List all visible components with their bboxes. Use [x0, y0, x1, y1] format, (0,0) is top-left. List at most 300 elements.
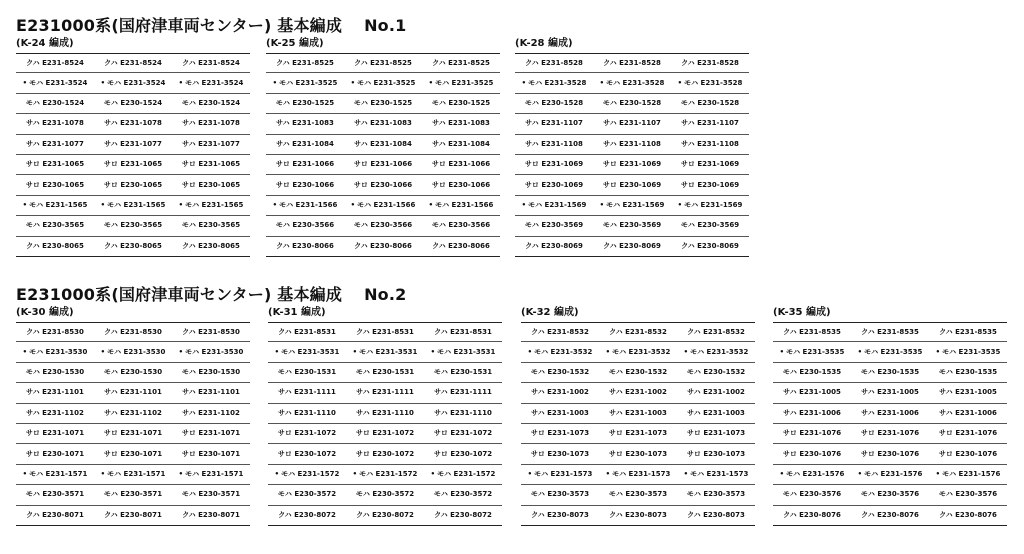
- car-number-text: サハ E231-1005: [861, 388, 919, 397]
- car-row: [268, 506, 502, 526]
- car-number: [599, 388, 677, 397]
- car-number: [599, 429, 677, 438]
- car-number: [172, 409, 250, 418]
- car-number-text: クハ E231-8525: [432, 58, 490, 67]
- car-number: [593, 79, 671, 88]
- car-number: [593, 221, 671, 230]
- car-number: [266, 181, 344, 190]
- car-number: [16, 429, 94, 438]
- car-number-text: サハ E231-1083: [354, 119, 412, 128]
- car-number-text: サロ E230-1073: [686, 449, 746, 458]
- car-number: [515, 160, 593, 169]
- car-number: [599, 511, 677, 520]
- car-number: [266, 221, 344, 230]
- powered-car-dot: •: [599, 78, 605, 87]
- car-number-text: サハ E231-1006: [939, 408, 997, 417]
- car-number: [268, 328, 346, 337]
- powered-car-dot: •: [100, 469, 106, 478]
- car-number-text: モハ E230-1532: [608, 367, 668, 376]
- car-number: [593, 99, 671, 108]
- car-row: [515, 216, 749, 236]
- car-row: [515, 196, 749, 216]
- car-number: [773, 450, 851, 459]
- car-number-text: モハ E231-3525: [357, 78, 416, 87]
- car-number-text: サロ E230-1076: [860, 449, 920, 458]
- car-row: [521, 485, 755, 505]
- car-number: [422, 99, 500, 108]
- car-number-text: モハ E231-1572: [437, 469, 496, 478]
- car-number-text: モハ E231-1566: [279, 200, 338, 209]
- car-number: [268, 490, 346, 499]
- powered-car-dot: •: [22, 200, 28, 209]
- car-number-text: モハ E231-3524: [29, 78, 88, 87]
- car-row: [521, 363, 755, 383]
- car-row: [773, 506, 1007, 526]
- powered-car-dot: •: [605, 347, 611, 356]
- car-row: [16, 53, 250, 73]
- car-number: [929, 348, 1007, 357]
- car-number-text: クハ E230-8069: [603, 241, 661, 250]
- car-number-text: クハ E230-8069: [681, 241, 739, 250]
- car-row: [266, 94, 500, 114]
- car-number: [677, 429, 755, 438]
- car-number: [16, 160, 94, 169]
- car-number-text: モハ E231-1573: [690, 469, 749, 478]
- car-number-text: クハ E230-8066: [432, 241, 490, 250]
- car-number: [94, 140, 172, 149]
- car-number: [172, 160, 250, 169]
- car-number-text: モハ E230-3576: [860, 490, 920, 499]
- powered-car-dot: •: [779, 469, 785, 478]
- car-number: [424, 490, 502, 499]
- car-number: [346, 328, 424, 337]
- car-table: [521, 322, 755, 526]
- car-row: [515, 53, 749, 73]
- car-number: [16, 348, 94, 357]
- car-table: [515, 53, 749, 257]
- formation-block: [16, 307, 250, 532]
- car-number: [346, 348, 424, 357]
- formation-label: (K-28 編成): [515, 38, 573, 49]
- car-number: [172, 59, 250, 68]
- section-no2: [0, 285, 1024, 535]
- car-number-text: クハ E230-8072: [278, 510, 336, 519]
- car-row: [268, 424, 502, 444]
- car-table: [16, 322, 250, 526]
- car-number-text: モハ E230-1524: [25, 98, 85, 107]
- powered-car-dot: •: [178, 78, 184, 87]
- car-number: [851, 328, 929, 337]
- car-number-text: モハ E231-3530: [185, 347, 244, 356]
- car-number: [424, 470, 502, 479]
- car-number-text: クハ E231-8528: [525, 58, 583, 67]
- car-number-text: クハ E231-8528: [603, 58, 661, 67]
- car-number-text: モハ E231-3532: [690, 347, 749, 356]
- car-number-text: モハ E230-3576: [782, 490, 842, 499]
- car-number-text: モハ E231-3531: [359, 347, 418, 356]
- car-row: [266, 114, 500, 134]
- car-number-text: クハ E230-8065: [26, 241, 84, 250]
- car-number: [94, 450, 172, 459]
- car-number-text: モハ E230-1531: [277, 367, 337, 376]
- car-row: [521, 465, 755, 485]
- car-number-text: サハ E231-1110: [356, 408, 414, 417]
- car-number: [346, 429, 424, 438]
- car-number-text: モハ E230-1528: [680, 98, 740, 107]
- car-number: [94, 79, 172, 88]
- car-number-text: サハ E231-1083: [276, 119, 334, 128]
- car-number-text: モハ E231-1571: [107, 469, 166, 478]
- car-number-text: クハ E230-8076: [861, 510, 919, 519]
- car-number-text: モハ E230-3572: [433, 490, 493, 499]
- car-number: [346, 490, 424, 499]
- car-row: [773, 342, 1007, 362]
- car-number: [671, 181, 749, 190]
- car-number: [599, 368, 677, 377]
- car-number-text: モハ E230-1535: [782, 367, 842, 376]
- powered-car-dot: •: [22, 347, 28, 356]
- powered-car-dot: •: [779, 347, 785, 356]
- car-number: [851, 511, 929, 520]
- car-number-text: サロ E230-1065: [181, 180, 241, 189]
- car-number-text: クハ E230-8069: [525, 241, 583, 250]
- car-row: [16, 196, 250, 216]
- car-number-text: モハ E230-3566: [353, 221, 413, 230]
- car-number: [172, 201, 250, 210]
- car-number: [521, 470, 599, 479]
- car-number-text: モハ E231-1573: [534, 469, 593, 478]
- car-number: [773, 511, 851, 520]
- car-row: [16, 216, 250, 236]
- car-number-text: サロ E230-1066: [275, 180, 335, 189]
- car-number-text: サハ E231-1111: [356, 388, 414, 397]
- car-number: [515, 119, 593, 128]
- powered-car-dot: •: [272, 200, 278, 209]
- car-number: [424, 409, 502, 418]
- car-row: [773, 465, 1007, 485]
- car-number: [521, 490, 599, 499]
- car-number: [344, 99, 422, 108]
- car-number: [773, 490, 851, 499]
- car-number: [424, 511, 502, 520]
- car-number: [593, 181, 671, 190]
- car-number: [773, 328, 851, 337]
- car-number-text: サハ E231-1084: [276, 139, 334, 148]
- car-number: [593, 160, 671, 169]
- car-row: [515, 175, 749, 195]
- car-number-text: クハ E231-8528: [681, 58, 739, 67]
- car-table: [266, 53, 500, 257]
- car-number-text: サハ E231-1078: [26, 119, 84, 128]
- car-number-text: モハ E231-1565: [185, 200, 244, 209]
- car-number: [422, 59, 500, 68]
- car-number: [268, 388, 346, 397]
- car-number: [422, 181, 500, 190]
- car-number-text: サハ E231-1005: [783, 388, 841, 397]
- car-number: [515, 59, 593, 68]
- car-number: [422, 242, 500, 251]
- car-number: [346, 368, 424, 377]
- car-number: [346, 470, 424, 479]
- powered-car-dot: •: [350, 78, 356, 87]
- car-number-text: サロ E230-1065: [103, 180, 163, 189]
- powered-car-dot: •: [22, 469, 28, 478]
- car-number-text: サロ E231-1069: [680, 160, 740, 169]
- car-number-text: クハ E231-8525: [354, 58, 412, 67]
- car-number-text: モハ E230-3573: [608, 490, 668, 499]
- car-number: [424, 450, 502, 459]
- car-row: [266, 53, 500, 73]
- car-number-text: サロ E231-1066: [275, 160, 335, 169]
- car-number: [16, 511, 94, 520]
- car-number: [172, 140, 250, 149]
- car-number-text: モハ E231-3528: [606, 78, 665, 87]
- car-number-text: モハ E230-1532: [530, 367, 590, 376]
- car-number: [521, 388, 599, 397]
- car-table: [268, 322, 502, 526]
- car-number-text: モハ E230-1530: [181, 367, 241, 376]
- car-number: [671, 201, 749, 210]
- car-number: [344, 119, 422, 128]
- car-number: [521, 409, 599, 418]
- car-number-text: サハ E231-1078: [182, 119, 240, 128]
- car-number-text: モハ E231-3528: [684, 78, 743, 87]
- car-row: [521, 383, 755, 403]
- car-number: [593, 59, 671, 68]
- powered-car-dot: •: [677, 78, 683, 87]
- car-number-text: サロ E231-1076: [860, 429, 920, 438]
- car-number: [172, 450, 250, 459]
- car-row: [16, 342, 250, 362]
- car-number: [677, 470, 755, 479]
- car-row: [773, 363, 1007, 383]
- car-number: [346, 409, 424, 418]
- car-number-text: モハ E230-3571: [181, 490, 241, 499]
- formation-label: (K-30 編成): [16, 307, 74, 318]
- car-number: [521, 511, 599, 520]
- car-number-text: クハ E230-8073: [609, 510, 667, 519]
- car-number-text: サハ E231-1003: [531, 408, 589, 417]
- car-table: [16, 53, 250, 257]
- car-number: [424, 388, 502, 397]
- car-number-text: クハ E230-8073: [531, 510, 589, 519]
- car-number: [515, 201, 593, 210]
- car-number: [172, 388, 250, 397]
- car-number-text: モハ E231-1572: [281, 469, 340, 478]
- car-number: [16, 181, 94, 190]
- car-number-text: モハ E231-3528: [528, 78, 587, 87]
- car-number: [268, 511, 346, 520]
- car-number-text: サロ E231-1069: [524, 160, 584, 169]
- car-number-text: サロ E231-1076: [938, 429, 998, 438]
- powered-car-dot: •: [100, 347, 106, 356]
- car-number-text: モハ E231-3531: [437, 347, 496, 356]
- car-number-text: サロ E230-1072: [433, 449, 493, 458]
- car-row: [268, 444, 502, 464]
- car-number-text: サロ E230-1072: [355, 449, 415, 458]
- formation-block: [515, 38, 749, 263]
- car-number: [266, 119, 344, 128]
- car-number: [16, 140, 94, 149]
- title-no: No.2: [364, 285, 407, 304]
- car-number: [344, 221, 422, 230]
- car-number: [677, 388, 755, 397]
- car-number: [172, 221, 250, 230]
- powered-car-dot: •: [22, 78, 28, 87]
- car-number-text: モハ E230-1532: [686, 367, 746, 376]
- car-number-text: モハ E230-1530: [25, 367, 85, 376]
- powered-car-dot: •: [683, 347, 689, 356]
- car-number-text: サハ E231-1102: [104, 408, 162, 417]
- car-number: [346, 450, 424, 459]
- car-number-text: モハ E231-1569: [606, 200, 665, 209]
- car-number: [16, 470, 94, 479]
- car-number-text: サハ E231-1002: [609, 388, 667, 397]
- car-number-text: モハ E230-3572: [277, 490, 337, 499]
- car-row: [16, 465, 250, 485]
- car-number-text: クハ E231-8532: [687, 327, 745, 336]
- car-number-text: サロ E230-1073: [530, 449, 590, 458]
- car-number-text: モハ E231-1576: [786, 469, 845, 478]
- car-row: [266, 73, 500, 93]
- car-row: [16, 237, 250, 257]
- car-number: [346, 511, 424, 520]
- car-number-text: モハ E231-3524: [107, 78, 166, 87]
- car-number: [515, 221, 593, 230]
- powered-car-dot: •: [100, 78, 106, 87]
- car-row: [16, 114, 250, 134]
- car-number: [16, 388, 94, 397]
- car-number: [671, 140, 749, 149]
- car-row: [268, 465, 502, 485]
- car-number-text: モハ E231-1569: [528, 200, 587, 209]
- car-number: [344, 79, 422, 88]
- car-number: [851, 409, 929, 418]
- car-number: [929, 409, 1007, 418]
- car-number-text: サハ E231-1111: [434, 388, 492, 397]
- car-number: [929, 450, 1007, 459]
- car-row: [268, 383, 502, 403]
- car-number: [16, 409, 94, 418]
- car-number-text: モハ E230-3569: [524, 221, 584, 230]
- car-number: [268, 429, 346, 438]
- car-number-text: サロ E230-1066: [431, 180, 491, 189]
- car-row: [16, 94, 250, 114]
- car-number-text: モハ E230-1525: [431, 98, 491, 107]
- car-number-text: サロ E231-1065: [181, 160, 241, 169]
- car-number: [671, 221, 749, 230]
- car-number-text: サロ E230-1076: [938, 449, 998, 458]
- car-number-text: サロ E230-1073: [608, 449, 668, 458]
- car-number-text: サロ E230-1076: [782, 449, 842, 458]
- car-row: [266, 155, 500, 175]
- powered-car-dot: •: [428, 78, 434, 87]
- formation-label: (K-35 編成): [773, 307, 831, 318]
- powered-car-dot: •: [599, 200, 605, 209]
- car-number-text: サハ E231-1107: [681, 119, 739, 128]
- powered-car-dot: •: [352, 347, 358, 356]
- car-number: [94, 221, 172, 230]
- car-number-text: サハ E231-1107: [603, 119, 661, 128]
- car-number: [599, 328, 677, 337]
- car-number-text: クハ E230-8071: [26, 510, 84, 519]
- car-number: [773, 388, 851, 397]
- car-number-text: クハ E230-8073: [687, 510, 745, 519]
- car-number: [266, 79, 344, 88]
- car-number-text: クハ E231-8530: [26, 327, 84, 336]
- car-number: [266, 201, 344, 210]
- powered-car-dot: •: [935, 469, 941, 478]
- car-number-text: サロ E231-1072: [277, 429, 337, 438]
- car-number: [94, 181, 172, 190]
- car-number-text: クハ E231-8524: [26, 58, 84, 67]
- car-number-text: モハ E230-1525: [275, 98, 335, 107]
- car-number: [346, 388, 424, 397]
- car-number: [94, 429, 172, 438]
- car-row: [268, 342, 502, 362]
- car-row: [515, 114, 749, 134]
- formation-label: (K-32 編成): [521, 307, 579, 318]
- powered-car-dot: •: [350, 200, 356, 209]
- car-number: [851, 470, 929, 479]
- car-number: [593, 140, 671, 149]
- car-number: [172, 511, 250, 520]
- car-number-text: モハ E230-3573: [530, 490, 590, 499]
- car-number: [16, 450, 94, 459]
- powered-car-dot: •: [178, 347, 184, 356]
- car-number: [266, 160, 344, 169]
- car-number: [677, 490, 755, 499]
- car-number-text: サハ E231-1078: [104, 119, 162, 128]
- car-number-text: モハ E231-3535: [786, 347, 845, 356]
- car-number-text: クハ E231-8524: [182, 58, 240, 67]
- car-number-text: サハ E231-1002: [687, 388, 745, 397]
- car-number: [515, 242, 593, 251]
- car-row: [268, 485, 502, 505]
- car-number: [671, 242, 749, 251]
- car-number: [521, 368, 599, 377]
- car-number: [851, 368, 929, 377]
- car-number: [268, 368, 346, 377]
- car-number-text: サロ E230-1071: [25, 449, 85, 458]
- car-number: [515, 79, 593, 88]
- car-number-text: モハ E230-3565: [103, 221, 163, 230]
- car-number-text: モハ E231-1565: [107, 200, 166, 209]
- car-number-text: モハ E230-3576: [938, 490, 998, 499]
- car-number-text: モハ E231-1569: [684, 200, 743, 209]
- car-number: [521, 328, 599, 337]
- car-number-text: クハ E231-8524: [104, 58, 162, 67]
- car-number: [172, 348, 250, 357]
- car-number-text: モハ E230-1524: [103, 98, 163, 107]
- car-number: [172, 368, 250, 377]
- car-number-text: モハ E231-3535: [864, 347, 923, 356]
- car-number-text: サロ E231-1072: [433, 429, 493, 438]
- section-title: [16, 16, 407, 36]
- car-number-text: サハ E231-1002: [531, 388, 589, 397]
- car-number: [94, 348, 172, 357]
- car-number: [16, 328, 94, 337]
- car-number: [677, 368, 755, 377]
- car-number: [172, 490, 250, 499]
- car-number: [94, 388, 172, 397]
- car-number: [515, 99, 593, 108]
- car-number-text: クハ E230-8071: [182, 510, 240, 519]
- car-number: [593, 201, 671, 210]
- car-number-text: モハ E231-3525: [435, 78, 494, 87]
- car-number: [172, 119, 250, 128]
- car-number-text: サロ E231-1065: [25, 160, 85, 169]
